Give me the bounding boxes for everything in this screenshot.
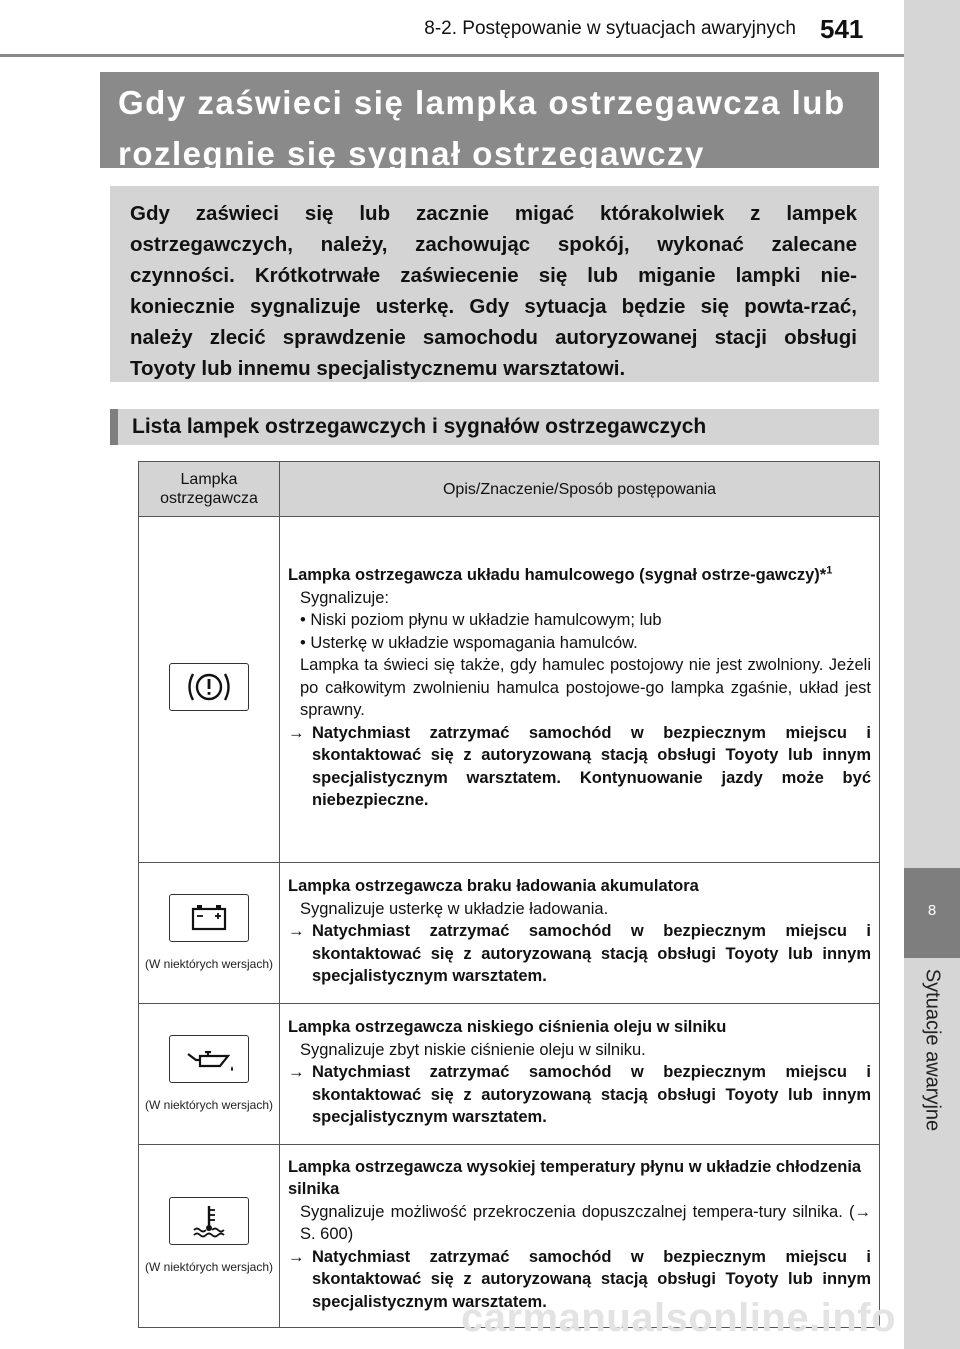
chapter-tab[interactable] [904, 868, 960, 958]
row-action: → Natychmiast zatrzymać samochód w bezpiecznym miejscu i skontaktować się z autoryzowaną stacją obsługi Toyoty lub innym specjalistycznym warsztatem. Kontynuowanie jazdy może być niebezpieczne. [288, 722, 871, 812]
row-action: → Natychmiast zatrzymać samochód w bezpiecznym miejscu i skontaktować się z autoryzowaną stacją obsługi Toyoty lub innym specjalistycznym warsztatem. [288, 1061, 871, 1129]
page-title-line-1: Gdy zaświeci się lampka ostrzegawcza lub [118, 84, 846, 121]
section-heading-bar [110, 409, 118, 445]
icon-cell [139, 1004, 280, 1145]
page-title-box [100, 72, 879, 172]
section-heading-text: Lista lampek ostrzegawczych i sygnałów ostrzegawczych [132, 415, 707, 438]
description-cell [280, 517, 880, 863]
icon-caption: (W niektórych wersjach) [144, 957, 274, 971]
oil-pressure-icon [169, 1035, 249, 1083]
row-action: → Natychmiast zatrzymać samochód w bezpiecznym miejscu i skontaktować się z autoryzowaną stacją obsługi Toyoty lub innym specjalistycznym warsztatem. [288, 1246, 871, 1314]
table-row [139, 517, 880, 863]
side-strip [904, 0, 960, 1349]
description-cell [280, 1004, 880, 1145]
arrow-icon: → [288, 1063, 305, 1082]
row-title: Lampka ostrzegawcza wysokiej temperatury płynu w układzie chłodzenia silnika [288, 1157, 862, 1199]
row-note: Lampka ta świeci się także, gdy hamulec postojowy nie jest zwolniony. Jeżeli po całkowitym zwolnieniu hamulca postojowe-go lampka zgaśnie, układ jest sprawny. [300, 656, 871, 720]
column-header-light: Lampka ostrzegawcza [139, 462, 280, 517]
row-title: Lampka ostrzegawcza braku ładowania akumulatora [288, 877, 699, 896]
row-text: Sygnalizuje możliwość przekroczenia dopuszczalnej tempera-tury silnika. (→ S. 600) [300, 1202, 871, 1244]
column-header-description: Opis/Znaczenie/Sposób postępowania [280, 462, 880, 517]
row-title: Lampka ostrzegawcza niskiego ciśnienia oleju w silniku [288, 1018, 727, 1037]
row-bullet: • Niski poziom płynu w układzie hamulcowym; lub [300, 611, 662, 630]
battery-icon [169, 894, 249, 942]
running-header: 8-2. Postępowanie w sytuacjach awaryjnych [424, 18, 796, 39]
description-cell [280, 863, 880, 1004]
watermark: carmanualsonline.info [460, 1296, 896, 1340]
icon-cell [139, 863, 280, 1004]
page-number: 541 [820, 14, 864, 44]
row-action: → Natychmiast zatrzymać samochód w bezpiecznym miejscu i skontaktować się z autoryzowaną stacją obsługi Toyoty lub innym specjalistycznym warsztatem. [288, 920, 871, 988]
intro-box [110, 186, 879, 382]
row-text: Sygnalizuje usterkę w układzie ładowania. [300, 899, 609, 918]
coolant-temperature-icon [169, 1197, 249, 1245]
arrow-icon: → [288, 723, 305, 742]
arrow-icon: → [288, 922, 305, 941]
table-row [139, 863, 880, 1004]
arrow-icon: → [288, 1247, 305, 1266]
intro-text: Gdy zaświeci się lub zacznie migać którakolwiek z lampek ostrzegawczych, należy, zachowując spokój, wykonać zalecane czynności. Krótkotrwałe zaświecenie się lub miganie lampki nie-koniecznie sygnalizuje usterkę. Gdy sytuacja będzie się powta-rzać, należy zlecić sprawdzenie samochodu autoryzowanej stacji obsługi Toyoty lub innemu specjalistycznemu warsztatowi. [130, 202, 857, 380]
section-heading [110, 409, 879, 445]
page-title-line-2: rozlegnie się sygnał ostrzegawczy [118, 135, 705, 172]
header-rule [0, 54, 904, 57]
warning-lights-table [138, 461, 880, 1328]
icon-cell [139, 517, 280, 863]
row-title: Lampka ostrzegawcza układu hamulcowego (sygnał ostrze-gawczy)*$^1$ [288, 564, 833, 585]
row-text: Sygnalizuje: [300, 588, 389, 607]
row-text: Sygnalizuje zbyt niskie ciśnienie oleju w silniku. [300, 1040, 646, 1059]
table-row [139, 1004, 880, 1145]
brake-warning-icon [169, 663, 249, 711]
table-header-row [139, 462, 880, 517]
row-bullet: • Usterkę w układzie wspomagania hamulców. [300, 633, 638, 652]
icon-caption: (W niektórych wersjach) [144, 1098, 274, 1112]
icon-caption: (W niektórych wersjach) [144, 1260, 274, 1274]
chapter-number: 8 [927, 902, 937, 919]
chapter-label: Sytuacje awaryjne [921, 968, 944, 1132]
